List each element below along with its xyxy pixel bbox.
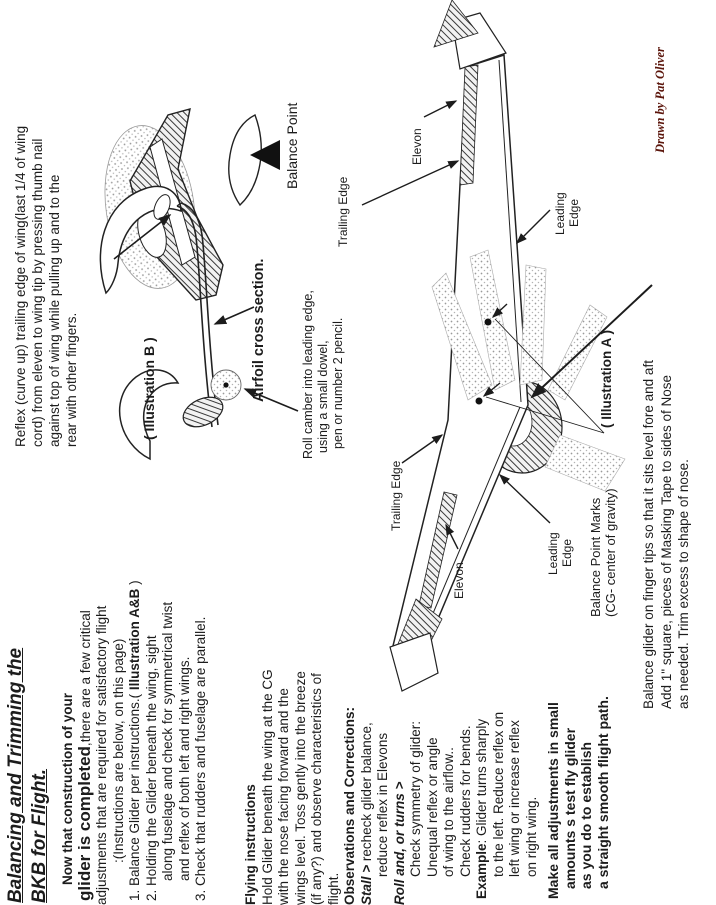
reflex-l3: against top of wing while pulling up and to the: [47, 174, 62, 447]
trailing-edge-right-label: Trailing Edge: [336, 176, 350, 247]
elevon-right-label: Elevon: [410, 128, 424, 165]
intro-heading1: Now that construction of your: [60, 693, 75, 885]
leading-left-l2: Edge: [560, 538, 575, 567]
roll-l1: Check symmetry of glider:: [408, 720, 423, 877]
flying-p1-l5: flight.: [325, 872, 341, 905]
intro-item2-l2: along fuselage and check for symmetrical twist: [160, 601, 175, 881]
make-l2: amounts s test fly glider: [561, 727, 578, 889]
flying-p1-l3: wings level. Toss gently into the breeze: [292, 671, 308, 905]
reflex-note: [12, 126, 80, 447]
intro-item1-bold: Illustration A&B: [127, 588, 142, 691]
bpm-l1: Balance Point Marks: [588, 497, 603, 617]
flying-instructions-section: [243, 669, 540, 905]
flying-heading: Flying instructions: [243, 784, 258, 905]
bpm-l2: (CG- center of gravity): [603, 488, 619, 617]
flying-p1-l2: with the nose facing forward and the: [276, 688, 291, 905]
intro-item3: 3. Check that rudders and fuselage are parallel.: [193, 616, 208, 901]
leading-right-l2: Edge: [567, 198, 582, 227]
balance-point-label: Balance Point: [284, 102, 300, 189]
flying-p1-l1: Hold Glider beneath the wing at the CG: [259, 669, 275, 905]
trailing-edge-left-label: Trailing Edge: [389, 460, 403, 531]
example-keyword: Example: [474, 843, 489, 899]
leading-edge-right-label: [553, 192, 581, 235]
leading-left-l1: Leading: [546, 532, 560, 575]
illustration-b-caption: ( Illustration B ): [141, 337, 157, 440]
observations-heading: Observations and Corrections:: [342, 706, 357, 905]
page-title-line2: BKB for Flight.: [28, 768, 50, 903]
roll-camber-note: [301, 290, 346, 459]
page-title-line1: Balancing and Trimming the: [5, 647, 26, 903]
example-rest: : Glider turns sharply: [474, 718, 489, 844]
balance-note-l2: Add 1" square, pieces of Masking Tape to sides of Nose: [658, 375, 674, 709]
intro-line3: adjustments that are required for satisfactory flight: [94, 605, 109, 905]
roll-l4: Check rudders for bends.: [457, 725, 473, 877]
balance-point-marks-label: [588, 488, 619, 617]
intro-item2-l1: 2. Holding the Glider beneath the wing, sight: [143, 635, 159, 901]
intro-item1-post: ): [127, 580, 142, 589]
balance-glider-note: [640, 360, 693, 709]
stall-line2: reduce reflex in Elevons: [375, 732, 390, 877]
example-line: [474, 669, 491, 905]
example-l3: on right wing.: [523, 796, 539, 877]
make-adjustments-note: [545, 696, 611, 899]
example-l2: left wing or increase reflex: [507, 720, 522, 877]
make-l1: Make all adjustments in small: [545, 702, 561, 899]
intro-section: [60, 580, 210, 905]
reflex-l4: rear with other fingers.: [64, 312, 79, 447]
balance-note-l1: Balance glider on finger tips so that it sits level fore and aft: [641, 360, 656, 709]
stall-keyword: Stall >: [358, 864, 374, 905]
roll-camber-l3: pen or number 2 pencil.: [331, 317, 345, 449]
intro-heading2-bold: glider is completed: [74, 746, 94, 901]
roll-camber-l2: using a small dowel,: [316, 340, 330, 453]
roll-camber-l1: Roll camber into leading edge,: [301, 290, 315, 459]
airfoil-caption: Airfoil cross section.: [251, 258, 267, 402]
roll-heading: Roll and, or turns >: [391, 781, 407, 905]
stall-rest: recheck glider balance,: [358, 722, 374, 865]
roll-l3: of wing to the airflow..: [441, 747, 456, 877]
leading-right-l1: Leading: [553, 192, 567, 235]
intro-line4: :(Instructions are below, on this page): [110, 638, 126, 863]
make-l4: a straight smooth flight path.: [594, 696, 611, 889]
elevon-left-label: Elevon: [452, 562, 466, 599]
page-title: [4, 648, 52, 903]
example-l1: to the left. Reduce reflex on: [490, 711, 506, 877]
balance-note-l3: as needed. Trim excess to shape of nose.: [676, 459, 691, 709]
make-l3: as you do to establish: [578, 741, 594, 889]
roll-l2: Unequal reflex or angle: [424, 737, 440, 877]
artist-credit: Drawn by Pat Oliver: [653, 47, 667, 153]
stall-line: [359, 669, 376, 905]
leading-edge-left-label: [546, 532, 574, 575]
intro-item1-pre: 1. Balance Glider per instructions.(: [127, 690, 142, 901]
reflex-l2: cord) from eleven to wing tip by pressing thumb nail: [30, 138, 45, 447]
illustration-a-caption: ( Illustration A ): [599, 330, 614, 428]
intro-item1: [127, 580, 144, 905]
intro-heading2: [74, 580, 95, 905]
intro-heading2-rest: ,there are a few critical: [77, 610, 93, 747]
intro-item2-l3: and reflex of both left and right wings.: [176, 656, 192, 881]
flying-p1-l4: (if any?) and observe characteristics of: [309, 673, 324, 905]
reflex-l1: Reflex (curve up) trailing edge of wing(last 1/4 of wing: [13, 125, 28, 447]
